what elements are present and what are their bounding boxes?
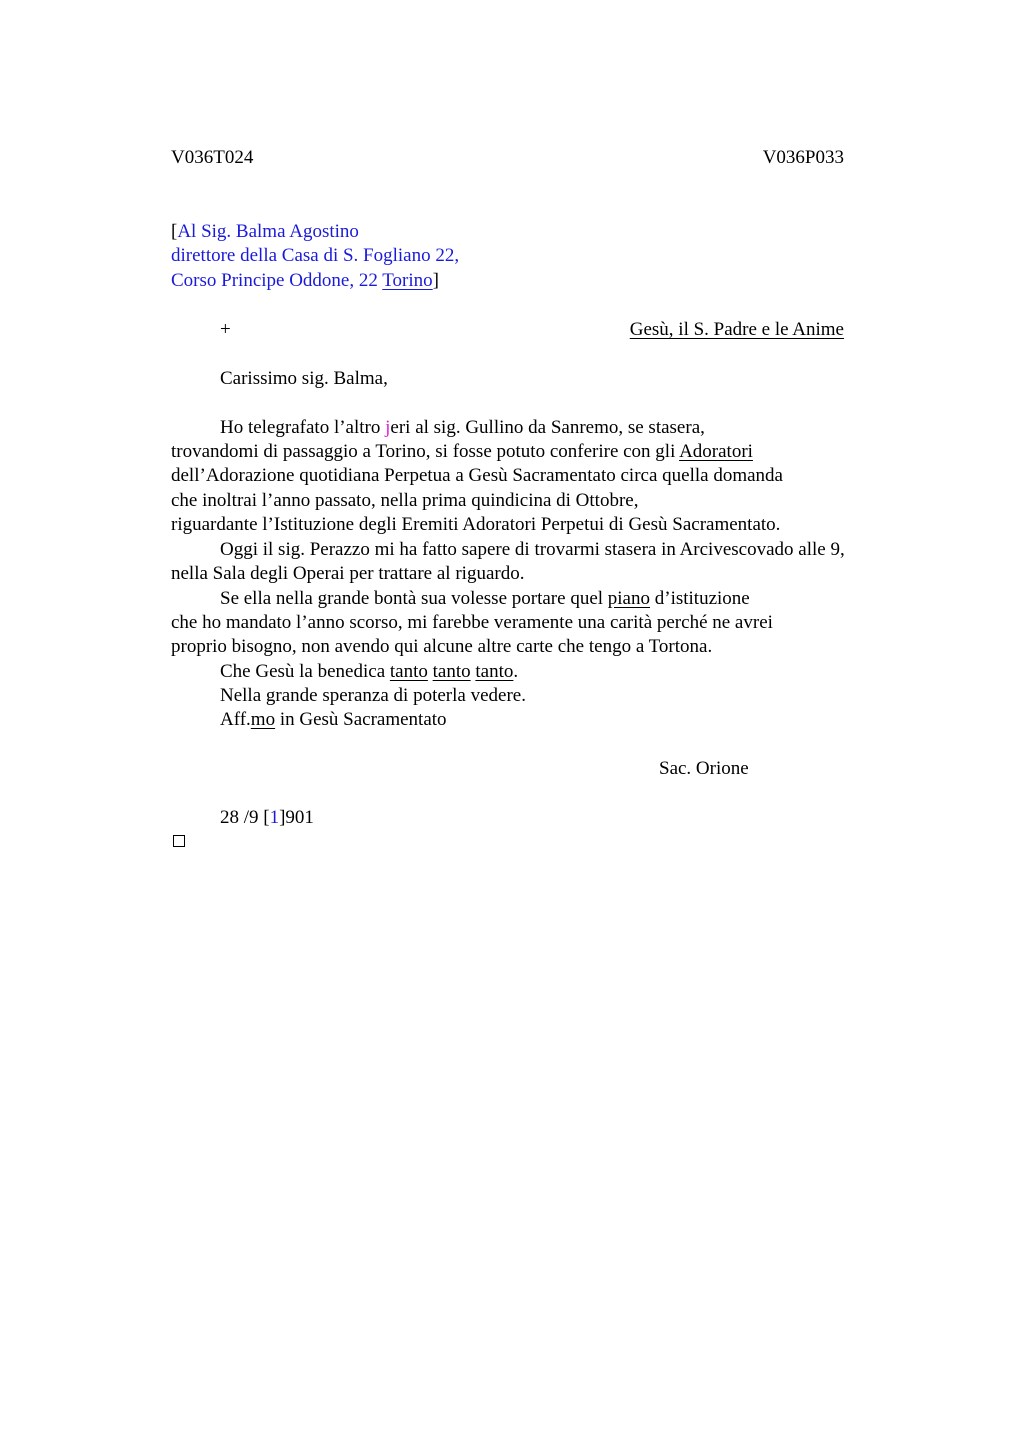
address-line-1 [171, 220, 359, 244]
motto: Gesù, il S. Padre e le Anime [629, 319, 844, 340]
text-span: d’istituzione [650, 588, 750, 609]
body-line: che inoltrai l’anno passato, nella prima quindicina di Ottobre, [171, 490, 639, 511]
editorial-letter: j [385, 417, 391, 438]
body-line: che ho mandato l’anno scorso, mi farebbe veramente una carità perché ne avrei [171, 612, 773, 633]
document-code-right: V036P033 [762, 147, 844, 168]
text-span: Aff. [220, 709, 251, 730]
body-line: nella Sala degli Operai per trattare al riguardo. [171, 563, 525, 584]
body-line: proprio bisogno, non avendo qui alcune altre carte che tengo a Tortona. [171, 636, 713, 657]
underlined-word: piano [607, 588, 650, 609]
body-line: riguardante l’Istituzione degli Eremiti Adoratori Perpetui di Gesù Sacramentato. [171, 514, 781, 535]
underlined-word: mo [250, 709, 276, 730]
text-span: eri al sig. Gullino da Sanremo, se stasera, [390, 417, 705, 438]
body-line: dell’Adorazione quotidiana Perpetua a Gesù Sacramentato circa quella domanda [171, 465, 783, 486]
signature: Sac. Orione [659, 758, 749, 779]
body-line [171, 440, 753, 464]
end-marker-square-icon [173, 835, 185, 847]
address-line-3 [171, 269, 439, 293]
body-line: Oggi il sig. Perazzo mi ha fatto sapere di trovarmi stasera in Arcivescovado alle 9, [220, 539, 845, 560]
text-span: . [513, 661, 519, 682]
underlined-word: tanto [432, 661, 471, 682]
date [220, 806, 314, 830]
underlined-word: Adoratori [679, 441, 753, 462]
body-line [220, 660, 518, 684]
closing-line [220, 708, 447, 732]
address-recipient: Al Sig. Balma Agostino [177, 221, 359, 242]
underlined-word: tanto [475, 661, 514, 682]
text-span: Se ella nella grande bontà sua volesse portare quel [220, 588, 608, 609]
address-street: Corso Principe Oddone, 22 [171, 270, 383, 291]
text-span: trovandomi di passaggio a Torino, si fosse potuto conferire con gli [171, 441, 680, 462]
text-span: Ho telegrafato l’altro [220, 417, 386, 438]
text-span: Che Gesù la benedica [220, 661, 390, 682]
body-line: Nella grande speranza di poterla vedere. [220, 685, 526, 706]
text-span: ]901 [279, 807, 314, 828]
editorial-digit: 1 [269, 807, 280, 828]
salutation: Carissimo sig. Balma, [220, 368, 388, 389]
document-code-left: V036T024 [171, 147, 254, 168]
body-line [220, 587, 750, 611]
bracket-close: ] [432, 270, 439, 291]
body-line [220, 416, 705, 440]
bracket-open: [ [171, 221, 178, 242]
cross-symbol: + [220, 319, 231, 340]
text-span: 28 /9 [ [220, 807, 270, 828]
address-line-2: direttore della Casa di S. Fogliano 22, [171, 245, 460, 266]
underlined-word: tanto [389, 661, 428, 682]
text-span: in Gesù Sacramentato [275, 709, 447, 730]
address-city: Torino [382, 270, 433, 291]
